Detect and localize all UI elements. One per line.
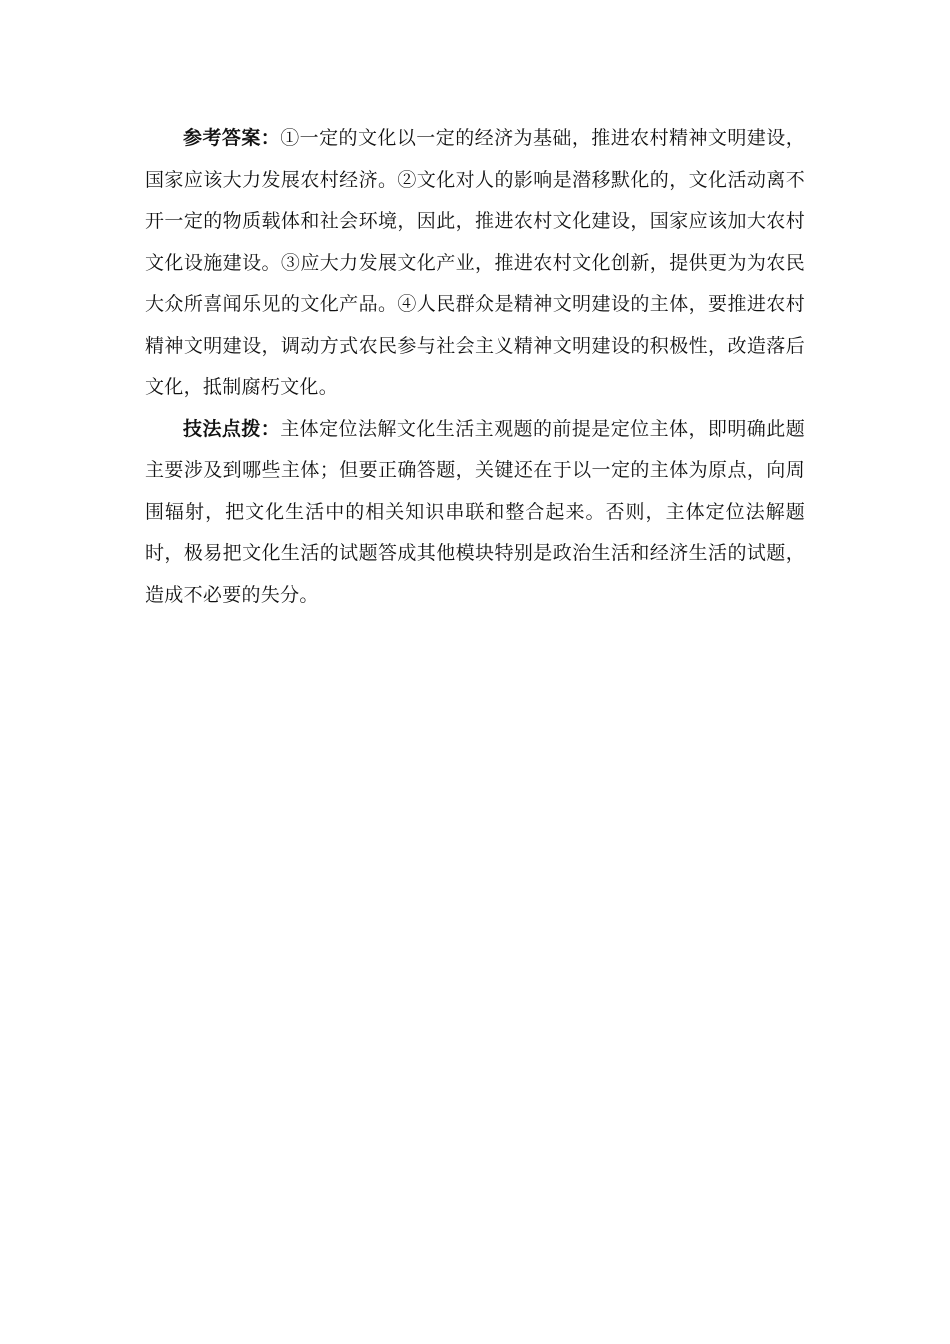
answer-text: ①一定的文化以一定的经济为基础，推进农村精神文明建设，国家应该大力发展农村经济。②文化对人的影响是潜移默化的，文化活动离不开一定的物质载体和社会环境，因此，推进农村文化建设，国家应该加大农村文化设施建设。③应大力发展文化产业，推进农村文化创新，提供更为为农民大众所喜闻乐见的文化产品。④人民群众是精神文明建设的主体，要推进农村精神文明建设，调动方式农民参与社会主义精神文明建设的积极性，改造落后文化，抵制腐朽文化。 (145, 127, 805, 398)
tip-paragraph (145, 409, 805, 617)
tip-text: 主体定位法解文化生活主观题的前提是定位主体，即明确此题主要涉及到哪些主体；但要正确答题，关键还在于以一定的主体为原点，向周围辐射，把文化生活中的相关知识串联和整合起来。否则，主体定位法解题时，极易把文化生活的试题答成其他模块特别是政治生活和经济生活的试题，造成不必要的失分。 (145, 417, 805, 606)
tip-label: 技法点拨： (183, 417, 281, 440)
answer-paragraph (145, 118, 805, 409)
document-body (145, 118, 805, 616)
answer-label: 参考答案： (183, 127, 281, 149)
